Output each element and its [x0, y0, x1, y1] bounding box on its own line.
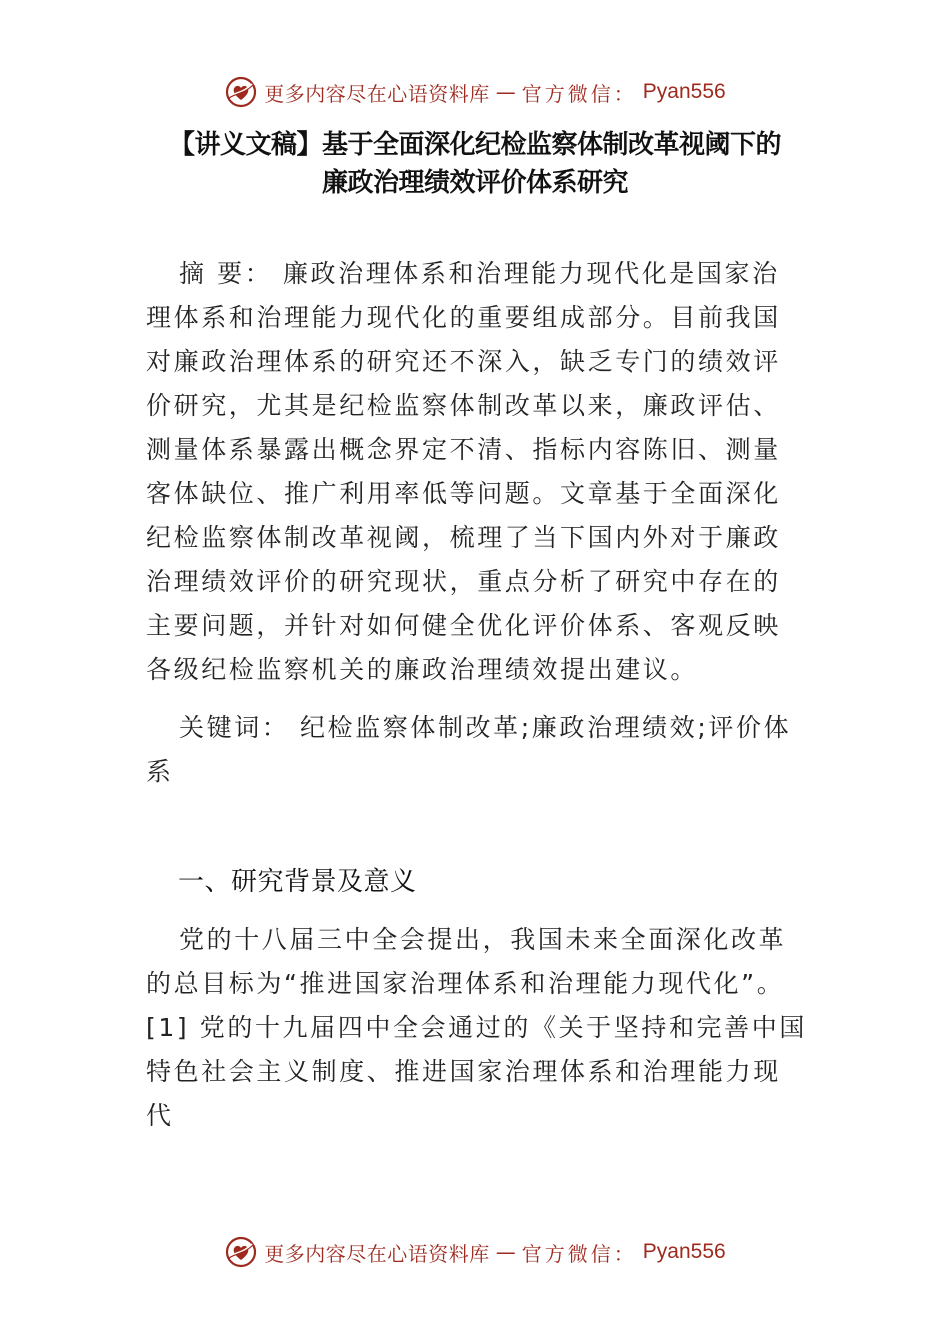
header-banner: [0, 70, 950, 114]
abstract-line: 客体缺位、推广利用率低等问题。文章基于全面深化: [146, 479, 781, 508]
abstract-line: 治理绩效评价的研究现状，重点分析了研究中存在的: [146, 567, 781, 596]
footer-banner: [0, 1230, 950, 1274]
paragraph-line: 代: [146, 1101, 174, 1130]
banner-separator: —: [495, 80, 516, 104]
banner-wechat-label: 官方微信：: [521, 1241, 637, 1266]
abstract-line: 各级纪检监察机关的廉政治理绩效提出建议。: [146, 655, 699, 684]
abstract-paragraph: [146, 252, 810, 692]
title-line-2: 廉政治理绩效评价体系研究: [321, 168, 628, 198]
abstract-line: 理体系和治理能力现代化的重要组成部分。目前我国: [146, 303, 781, 332]
abstract-line: 摘 要： 廉政治理体系和治理能力现代化是国家治: [179, 259, 780, 288]
banner-wechat-label: 官方微信：: [521, 81, 637, 106]
abstract-line: 主要问题，并针对如何健全优化评价体系、客观反映: [146, 611, 781, 640]
keywords-line: 关键词： 纪检监察体制改革;廉政治理绩效;评价体: [179, 713, 792, 742]
title-line-1: 【讲义文稿】基于全面深化纪检监察体制改革视阈下的: [168, 130, 781, 160]
paragraph-line: 党的十八届三中全会提出，我国未来全面深化改革: [179, 925, 787, 954]
abstract-line: 纪检监察体制改革视阈，梳理了当下国内外对于廉政: [146, 523, 781, 552]
banner-wechat-id: Pyan556: [642, 1240, 726, 1263]
keywords-paragraph: [146, 706, 810, 794]
paragraph-line: 特色社会主义制度、推进国家治理体系和治理能力现: [146, 1057, 781, 1086]
heart-flame-logo-icon: [224, 1235, 258, 1269]
paragraph-line: [1] 党的十九届四中全会通过的《关于坚持和完善中国: [146, 1013, 807, 1042]
abstract-line: 对廉政治理体系的研究还不深入，缺乏专门的绩效评: [146, 347, 781, 376]
section-paragraph: [146, 918, 810, 1138]
keywords-line: 系: [146, 757, 174, 786]
abstract-line: 测量体系暴露出概念界定不清、指标内容陈旧、测量: [146, 435, 781, 464]
abstract-line: 价研究，尤其是纪检监察体制改革以来，廉政评估、: [146, 391, 781, 420]
paragraph-line: 的总目标为“推进国家治理体系和治理能力现代化”。: [146, 969, 785, 998]
banner-text: 更多内容尽在心语资料库: [264, 81, 490, 106]
heart-flame-logo-icon: [224, 75, 258, 109]
banner-separator: —: [495, 1240, 516, 1264]
document-title: [100, 126, 850, 202]
section-heading: 一、研究背景及意义: [178, 867, 417, 897]
banner-wechat-id: Pyan556: [642, 80, 726, 103]
banner-text: 更多内容尽在心语资料库: [264, 1241, 490, 1266]
